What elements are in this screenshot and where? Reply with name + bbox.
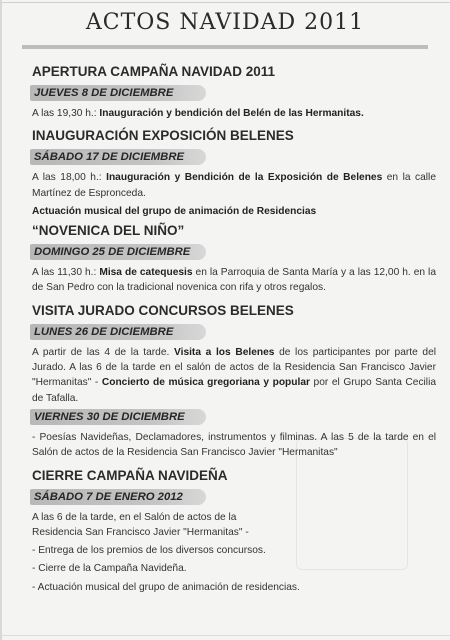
list-item: - Actuación musical del grupo de animación de residencias. [32,581,300,593]
bottom-divider [0,635,450,636]
event-paragraph [32,170,436,201]
event-highlight: Misa de catequesis [99,267,193,279]
date-banner: SÁBADO 7 DE ENERO 2012 [30,489,206,505]
top-divider [0,2,450,3]
event-text: de los participantes por parte del Jurado. A las 6 de la tarde en el salón de actos de la Residencia San Francisco Javier "Hermanitas" - [32,346,436,389]
section-heading: VISITA JURADO CONCURSOS BELENES [32,302,294,318]
event-time: A las 19,30 h.: [32,108,100,119]
section-apertura [32,63,436,121]
event-paragraph [32,106,436,121]
event-paragraph: - Poesías Navideñas, Declamadores, instrumentos y filminas. A las 5 de la tarde en el Salón de actos de la Residencia San Francisco Javier "Hermanitas" [32,431,436,459]
section-heading: “NOVENICA DEL NIÑO” [32,223,185,239]
date-banner: VIERNES 30 DE DICIEMBRE [30,409,206,425]
event-highlight: Visita a los Belenes [174,346,275,358]
event-paragraph [32,265,436,296]
date-banner: SÁBADO 17 DE DICIEMBRE [30,149,206,165]
event-time: A las 18,00 h.: [32,172,107,184]
section-heading: INAUGURACIÓN EXPOSICIÓN BELENES [32,128,294,144]
event-highlight: Concierto de música gregoriana y popular [101,377,310,389]
list-item: - Entrega de los premios de los diversos concursos. [32,545,266,557]
event-paragraph: A las 6 de la tarde, en el Salón de actos de la Residencia San Francisco Javier "Hermanitas" - [32,511,249,538]
event-text: en la Parroquia de Santa María y a las 12,00 h. en la de San Pedro con la tradicional novenica con rifa y otros regalos. [32,267,436,294]
date-banner: DOMINGO 25 DE DICIEMBRE [30,244,206,260]
page-title: ACTOS NAVIDAD 2011 [85,10,365,35]
event-text: A partir de las 4 de la tarde. [32,346,174,358]
event-time: A las 11,30 h.: [32,267,100,279]
title-divider [22,45,428,49]
date-banner: LUNES 26 DE DICIEMBRE [30,324,206,340]
event-text: en la calle Martínez de Espronceda. [32,172,436,199]
section-exposicion [32,127,436,219]
program-content [32,63,436,598]
section-heading: CIERRE CAMPAÑA NAVIDEÑA [32,467,228,483]
event-paragraph [32,345,436,406]
event-paragraph [32,204,436,219]
section-novenica [32,222,436,296]
section-heading: APERTURA CAMPAÑA NAVIDAD 2011 [32,64,276,79]
page-edge [0,0,2,640]
event-highlight: Inauguración y bendición del Belén de las Hermanitas. [99,108,364,119]
list-item: - Cierre de la Campaña Navideña. [32,563,187,575]
event-text: por el Grupo Santa Cecilia de Tafalla. [32,377,437,404]
event-highlight: Actuación musical del grupo de animación de Residencias [32,205,317,217]
date-banner: JUEVES 8 DE DICIEMBRE [30,85,206,101]
event-highlight: Inauguración y Bendición de la Exposición de Belenes [106,172,383,184]
section-cierre [32,467,436,595]
section-jurado [32,302,436,461]
